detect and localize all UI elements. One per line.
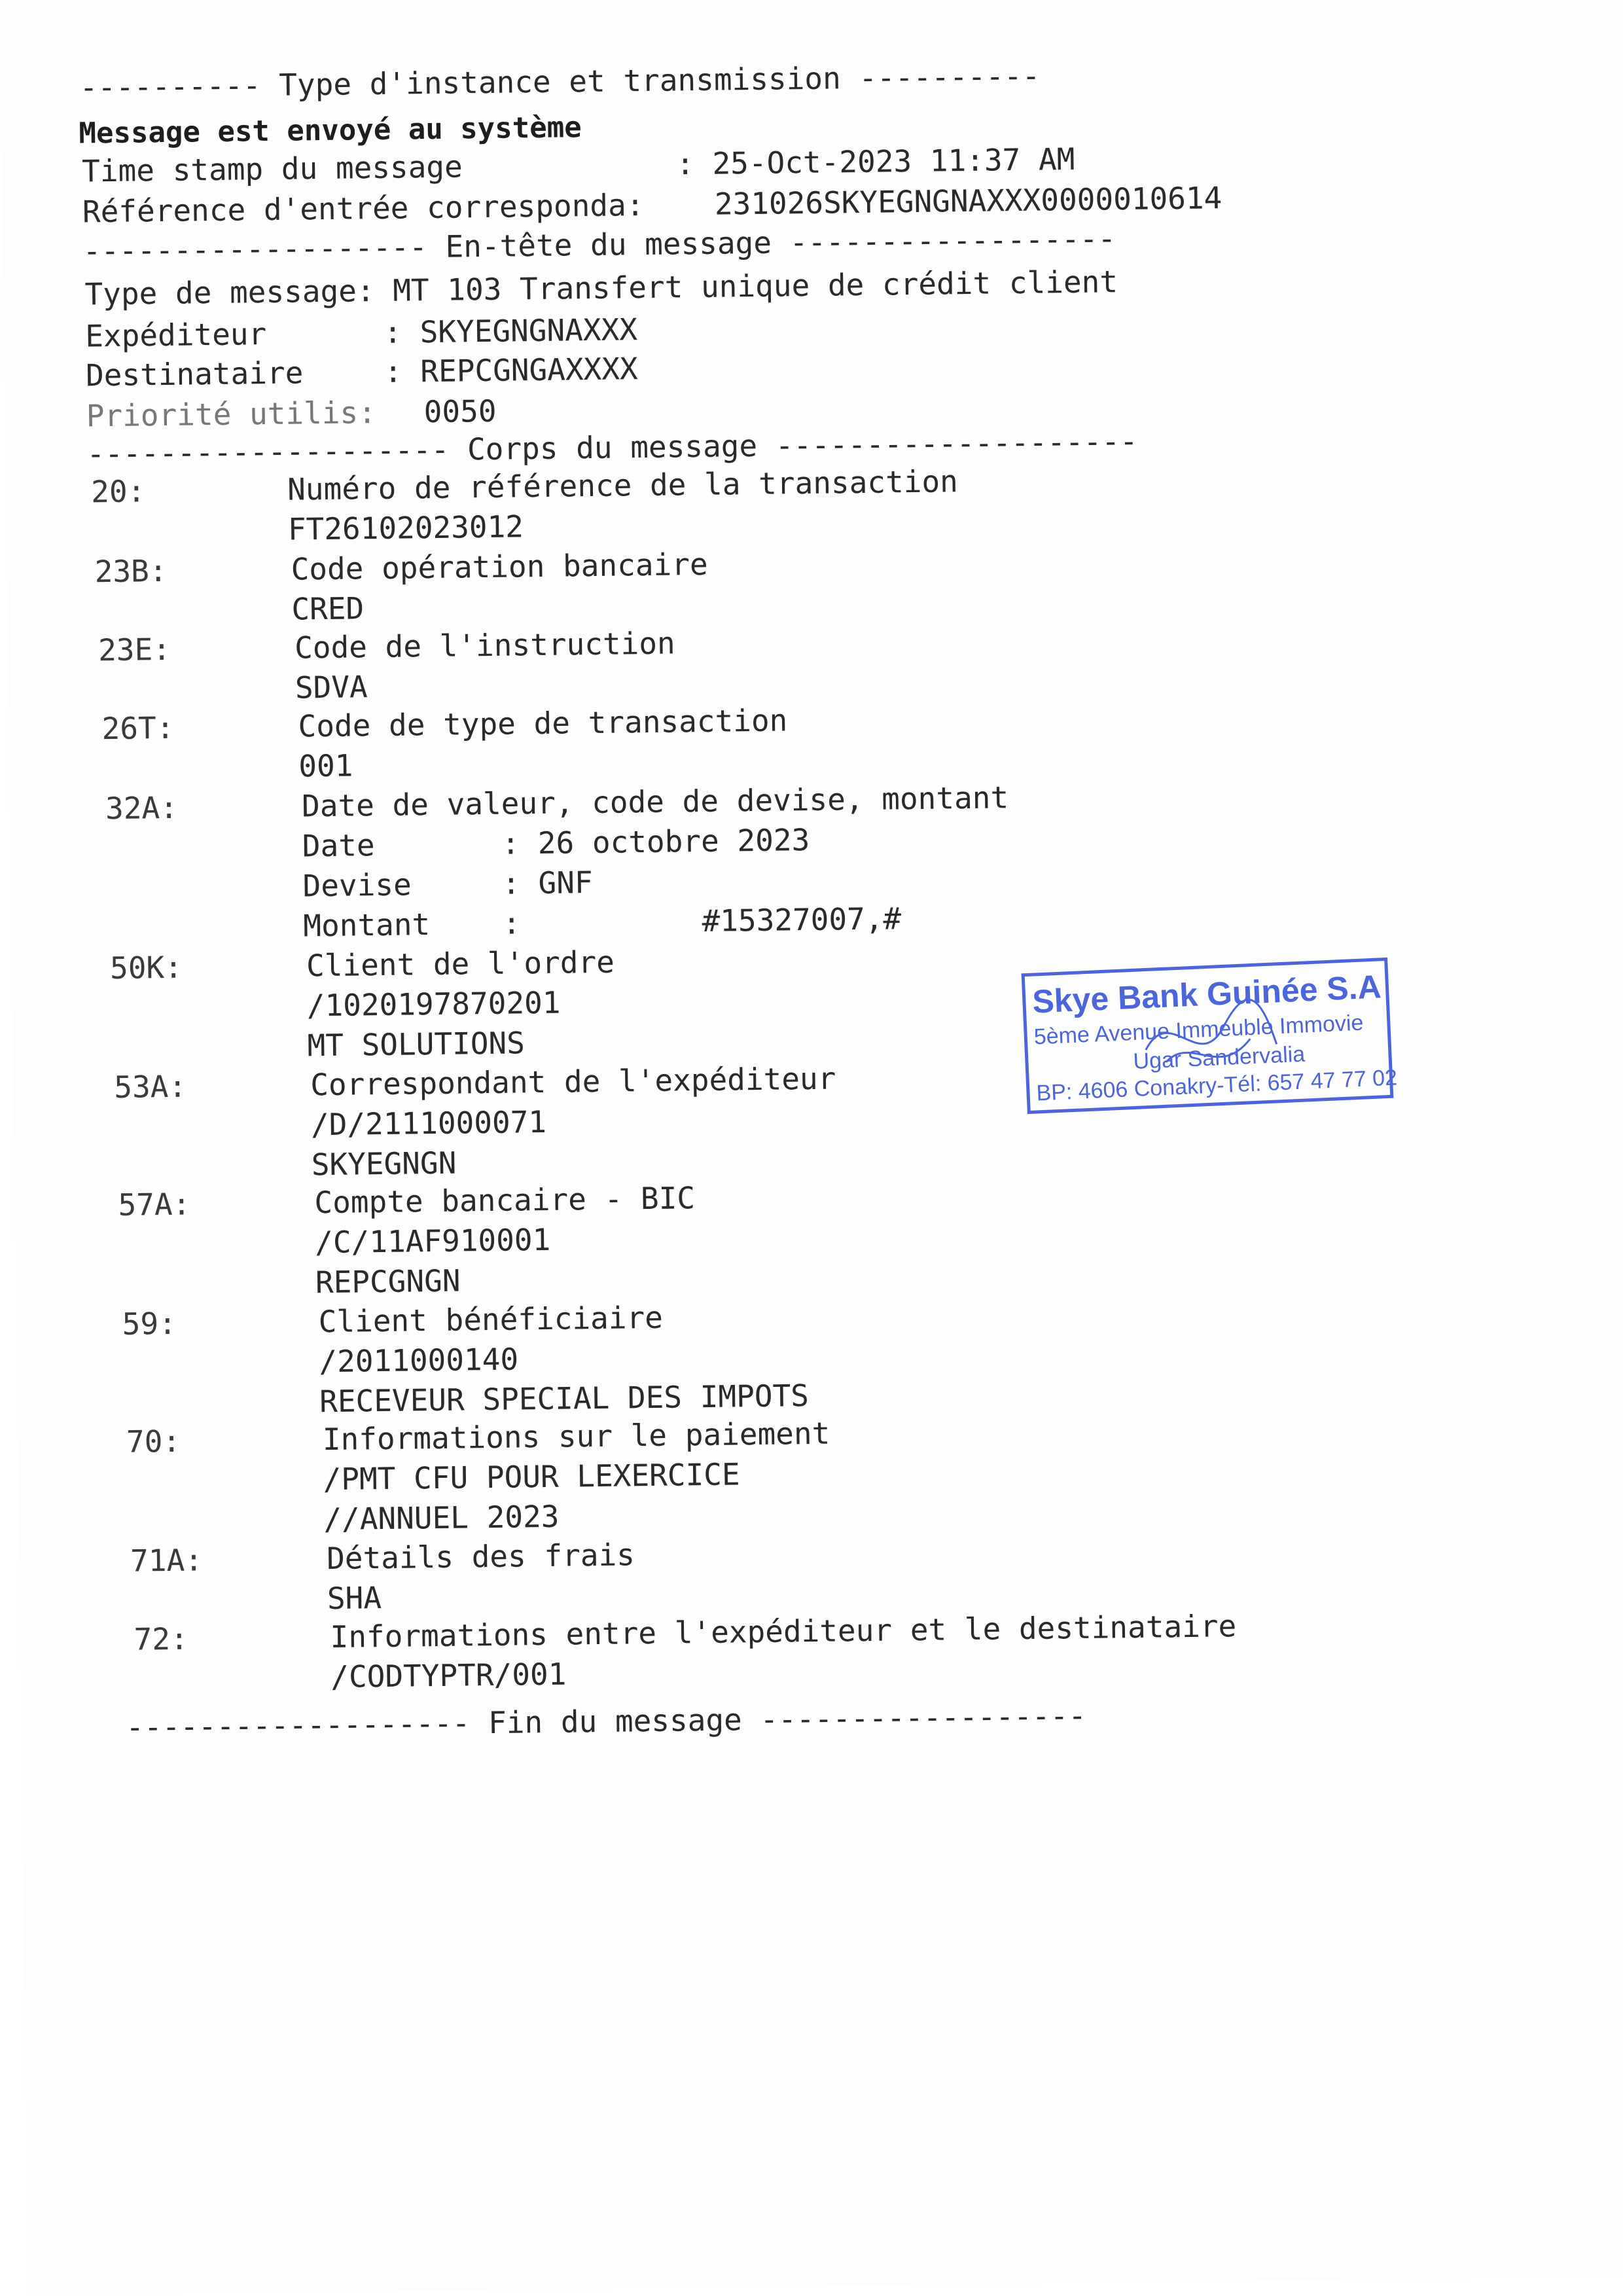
field-value: Devise : GNF [302, 865, 593, 904]
field-tag: 26T: [101, 709, 175, 747]
field-value: REPCGNGN [315, 1263, 461, 1300]
stamp-district-line: Ugar Sandervalia [1132, 1041, 1306, 1074]
timestamp-label: Time stamp du message [81, 149, 463, 189]
field-value: RECEVEUR SPECIAL DES IMPOTS [319, 1378, 810, 1420]
sender-label: Expéditeur [84, 316, 267, 354]
section-end: ------------------- Fin du message ------------------ [125, 1697, 1087, 1745]
priority-label: Priorité utilis: [86, 395, 377, 434]
section-instance: ---------- Type d'instance et transmission ---------- [79, 58, 1041, 105]
field-value: /C/11AF910001 [314, 1221, 551, 1261]
field-description: Informations sur le paiement [322, 1415, 830, 1458]
reference-label: Référence d'entrée corresponda: [82, 187, 645, 230]
section-header: ------------------- En-tête du message ------------------ [82, 221, 1116, 269]
field-tag: 59: [122, 1305, 177, 1342]
field-value: /PMT CFU POUR LEXERCICE [323, 1456, 740, 1498]
status-line: Message est envoyé au système [79, 111, 582, 151]
field-value: CRED [291, 590, 365, 627]
receiver-value: : REPCGNGAXXXX [383, 351, 639, 389]
field-value: MT SOLUTIONS [307, 1025, 526, 1064]
field-value: /D/2111000071 [310, 1103, 547, 1143]
field-value: 001 [298, 747, 353, 784]
field-tag: 71A: [130, 1542, 204, 1579]
field-tag: 23B: [94, 552, 168, 590]
field-description: Compte bancaire - BIC [314, 1180, 696, 1221]
sender-value: : SKYEGNGNAXXX [383, 312, 638, 350]
field-value: FT26102023012 [287, 509, 524, 547]
field-value: SHA [327, 1580, 382, 1617]
field-value: SKYEGNGN [311, 1145, 457, 1183]
stamp-address-line: 5ème Avenue Immeuble Immovie [1033, 1010, 1364, 1050]
field-description: Code de type de transaction [298, 702, 788, 744]
field-description: Code opération bancaire [291, 546, 708, 587]
field-description: Code de l'instruction [294, 625, 676, 666]
field-tag: 70: [126, 1423, 181, 1460]
field-value: Date : 26 octobre 2023 [302, 821, 810, 864]
timestamp-value: : 25-Oct-2023 11:37 AM [675, 141, 1075, 182]
field-description: Correspondant de l'expéditeur [310, 1060, 836, 1103]
field-description: Client bénéficiaire [318, 1299, 664, 1340]
field-description: Date de valeur, code de devise, montant [301, 780, 1009, 824]
field-tag: 20: [90, 473, 146, 510]
field-value: /CODTYPTR/001 [330, 1656, 567, 1695]
field-value: //ANNUEL 2023 [323, 1498, 560, 1537]
field-value: Montant : #15327007,# [302, 901, 902, 944]
field-tag: 32A: [105, 789, 179, 827]
reference-value: 231026SKYEGNGNAXXX0000010614 [714, 180, 1222, 222]
field-tag: 50K: [109, 949, 183, 986]
priority-value: 0050 [423, 393, 497, 430]
field-value: /2011000140 [319, 1341, 519, 1380]
field-value: SDVA [294, 669, 368, 706]
message-type-line: Type de message: MT 103 Transfert unique de crédit client [84, 264, 1118, 312]
field-tag: 57A: [118, 1186, 191, 1223]
field-description: Détails des frais [326, 1537, 635, 1577]
field-tag: 53A: [113, 1068, 187, 1105]
field-description: Client de l'ordre [306, 944, 615, 984]
field-tag: 23E: [98, 631, 171, 668]
field-tag: 72: [134, 1621, 189, 1657]
field-value: /1020197870201 [306, 984, 561, 1024]
field-description: Informations entre l'expéditeur et le destinataire [330, 1608, 1237, 1655]
stamp-bank-name: Skye Bank Guinée S.A [1031, 968, 1382, 1020]
stamp-contact-line: BP: 4606 Conakry-Tél: 657 47 77 02 [1035, 1065, 1398, 1106]
field-description: Numéro de référence de la transaction [287, 463, 959, 507]
section-body: -------------------- Corps du message -------------------- [86, 423, 1138, 472]
receiver-label: Destinataire [85, 355, 304, 393]
bank-stamp [1022, 958, 1398, 1114]
